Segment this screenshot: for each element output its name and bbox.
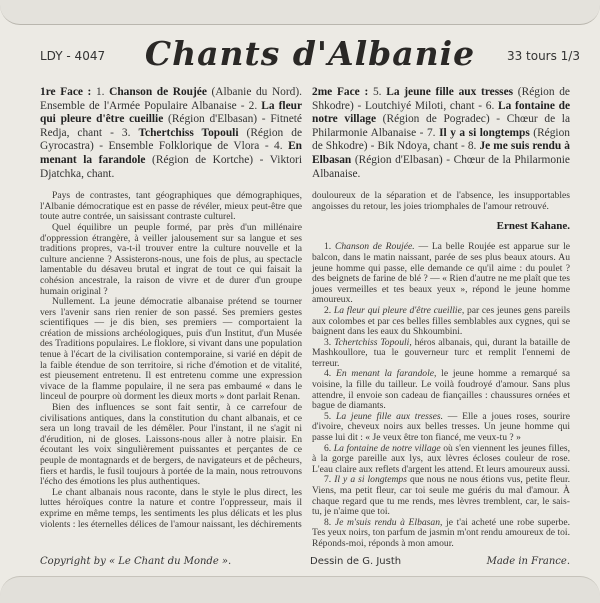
side-label: 2me Face : (312, 86, 369, 98)
note-title: La fleur qui pleure d'être cueillie, (333, 304, 465, 316)
track-title: La fleur qui pleure d'être cueillie (40, 99, 303, 126)
track-title: Il y a si longtemps (439, 126, 530, 139)
liner-essay (40, 191, 302, 530)
note-number: 8. (324, 516, 335, 528)
note-title: En menant la farandole, (335, 368, 437, 380)
track-title: Tchertchiss Topouli (138, 126, 239, 139)
note-text: par ces jeunes gens pareils aux colombes et par ces belles filles semblables aux cygnes, qui se baignent dans les eaux du Shkoumbini. (312, 304, 570, 338)
side-label: 1re Face : (40, 86, 92, 98)
made-in-label: Made in France. (486, 555, 570, 567)
essay-paragraph: Quel équilibre un peuple formé, par près d'un millénaire d'oppression étrangère, à veiller jalousement sur sa langue et ses traditions propres, va-t-il trouver entre la culture nouvelle et la culture ancienne ? Assisterons-nous, une fois de plus, au spectacle lamentable du désaveu brutal et ingrat de tout ce qui faisait la cohésion ancestrale, la raison de vivre et de durer d'un groupe humain original ? (40, 221, 302, 297)
track-title: La jeune fille aux tresses (386, 86, 514, 98)
song-note (312, 412, 570, 444)
song-note (312, 475, 570, 517)
text: 1. (95, 86, 110, 98)
text: (Albanie du Nord). Ensemble de l'Armée Populaire Albanaise - 2. (40, 86, 303, 112)
content-columns (40, 86, 570, 550)
sleeve-bottom-edge (0, 576, 600, 603)
header (40, 34, 580, 86)
text: 5. (368, 86, 387, 98)
album-title: Chants d'Albanie (144, 34, 476, 73)
note-number: 4. (324, 368, 336, 380)
text: (Région de Gyrocastra) - Ensemble Folklorique de Vlora - 4. (40, 126, 302, 153)
song-note (312, 306, 570, 338)
record-speed: 33 tours 1/3 (506, 49, 580, 63)
note-title: La fontaine de notre village (333, 442, 441, 454)
note-number: 6. (324, 442, 334, 454)
text: (Région de Kortche) - Viktori Djatchka, chant. (40, 153, 302, 180)
left-column (40, 86, 302, 550)
design-credit: Dessin de G. Justh (310, 555, 402, 567)
track-title: La fontaine de notre village (312, 99, 570, 126)
catalog-number: LDY - 4047 (40, 49, 106, 63)
note-text: — Elle a joues roses, sourire d'ivoire, cheveux noirs aux belles tresses. Un jeune homme qui passe lui dit : « Je veux être ton fiancé, me veux-tu ? » (312, 410, 570, 444)
note-number: 3. (324, 336, 335, 348)
note-title: Je m'suis rendu à Elbasan, (334, 516, 443, 528)
note-text: héros albanais, qui, durant la bataille de Mashkoullore, tua le gouverneur turc et remplit l'ennemi de terreur. (312, 336, 570, 369)
song-note (312, 518, 570, 550)
note-title: La jeune fille aux tresses. (335, 410, 443, 422)
essay-paragraph: Nullement. La jeune démocratie albanaise prétend se tourner vers l'avenir sans rien renier de son passé. Ses premiers gestes scientifiques — je dis bien, ses premiers — comportaient la création de missions archéologiques, puis d'un Institut, d'un Musée des Traditions populaires. Le floklore, si vivant dans une population tenue à l'écart de la civilisation contemporaine, si varié en dépit de la faible étendue de son territoire, si riche d'émotion et de vitalité, est pieusement entretenu. Il est entretenu comme une expression vivace de la flamme populaire, il ne sera pas embaumé « dans le linceul de pourpre où dorment les dieux morts » dont parlait Renan. (40, 296, 302, 403)
essay-paragraph: Le chant albanais nous raconte, dans le style le plus direct, les luttes héroïques contre la nature et contre l'oppresseur, mais il exprime en même temps, les sentiments les plus délicats et les plus violents : les éternelles délices de l'amour naissant, les déchirements (40, 486, 302, 530)
text: (Région de Pogradec) - Chœur de la Philarmonie Albanaise - 7. (312, 113, 571, 139)
note-text: je t'ai acheté une robe superbe. Tes yeux noirs, ton parfum de jasmin m'ont rendu amoureux de toi. Réponds-moi, réponds à mon amour. (312, 516, 570, 549)
essay-continuation: douloureux de la séparation et de l'absence, les insupportables angoisses du retour, les joies triomphales de l'amour retrouvé. (312, 190, 570, 212)
footer (40, 556, 570, 567)
song-note (312, 369, 570, 411)
song-note (312, 444, 570, 476)
sleeve-top-edge (0, 0, 600, 25)
note-title: Chanson de Roujée. (334, 241, 415, 253)
note-number: 7. (324, 474, 335, 486)
note-text: — La belle Roujée est apparue sur le balcon, dans le matin naissant, parée de ses plus beaux atours. Au jeune homme qui passe, elle demande ce qu'il aime : du poulet ? des beignets de farine de blé ? — « Rien d'autre ne me plaît que tes joues vermeilles et tes beaux yeux », répond le jeune homme amoureux. (312, 241, 570, 306)
song-note (312, 338, 570, 370)
note-title: Il y a si longtemps (334, 474, 407, 486)
note-number: 2. (324, 304, 334, 316)
note-text: où s'en viennent les jeunes filles, à la gorge pareille aux lys, aux lèvres écloses couleur de rose. L'eau claire aux reflets d'argent les attend. Et leurs amoureux aussi. (312, 442, 570, 475)
note-text: que nous ne nous étions vus, petite fleur. Viens, ma petit fleur, car toi seule me guéris du mal d'amour. À chaque regard que tu me rends, mes lèvres tremblent, car, le sais-tu, je n'aime que toi. (312, 474, 571, 518)
note-number: 5. (324, 410, 336, 422)
copyright-notice: Copyright by « Le Chant du Monde ». (40, 555, 232, 567)
essay-author: Ernest Kahane. (496, 220, 570, 233)
note-text: le jeune homme a remarqué sa voisine, la fille du tailleur. Le voilà foudroyé d'amour. Sans plus attendre, il envoie son cadeau de fiançailles : chaussures ornées et bague de diamants. (312, 368, 571, 412)
text: (Région de Shkodre) - Bik Ndoya, chant - 8. (312, 126, 570, 153)
liner-notes-right (312, 191, 570, 549)
note-number: 1. (324, 241, 335, 253)
essay-paragraph: Bien des influences se sont fait sentir, à ce carrefour de civilisations antiques, dans la constitution du chant albanais, et ce sera un long travail de les démêler. Pour l'instant, il ne s'agit ni d'érudition, ni de gloses. Laissons-nous aller à notre plaisir. En écoutant les voix singulièrement puissantes et perçantes de ce peuple de montagnards et de bergers, de navigateurs et de pêcheurs, fiers et hardis, le fusil toujours à portée de la main, nous retrouvons l'écho des émotions les plus authentiques. (40, 402, 302, 488)
side-1-tracklist (40, 86, 302, 181)
right-column (312, 86, 570, 550)
track-title: En menant la farandole (40, 140, 302, 166)
song-note (312, 242, 570, 306)
text: (Région d'Elbasan) - Chœur de la Philarmonie Albanaise. (312, 153, 570, 180)
track-title: Chanson de Roujée (109, 86, 207, 98)
essay-paragraph: Pays de contrastes, tant géographiques que démographiques, l'Albanie démocratique est en passe de révéler, mieux peut-être que toute autre contrée, un saisissant contraste culturel. (40, 190, 302, 223)
text: (Région d'Elbasan) - Fitneté Redja, chant - 3. (40, 113, 302, 139)
track-title: Je me suis rendu à Elbasan (312, 140, 570, 166)
note-title: Tchertchiss Topouli, (334, 336, 412, 348)
side-2-tracklist (312, 86, 570, 181)
text: (Région de Shkodre) - Loutchiyé Miloti, chant - 6. (312, 86, 570, 112)
